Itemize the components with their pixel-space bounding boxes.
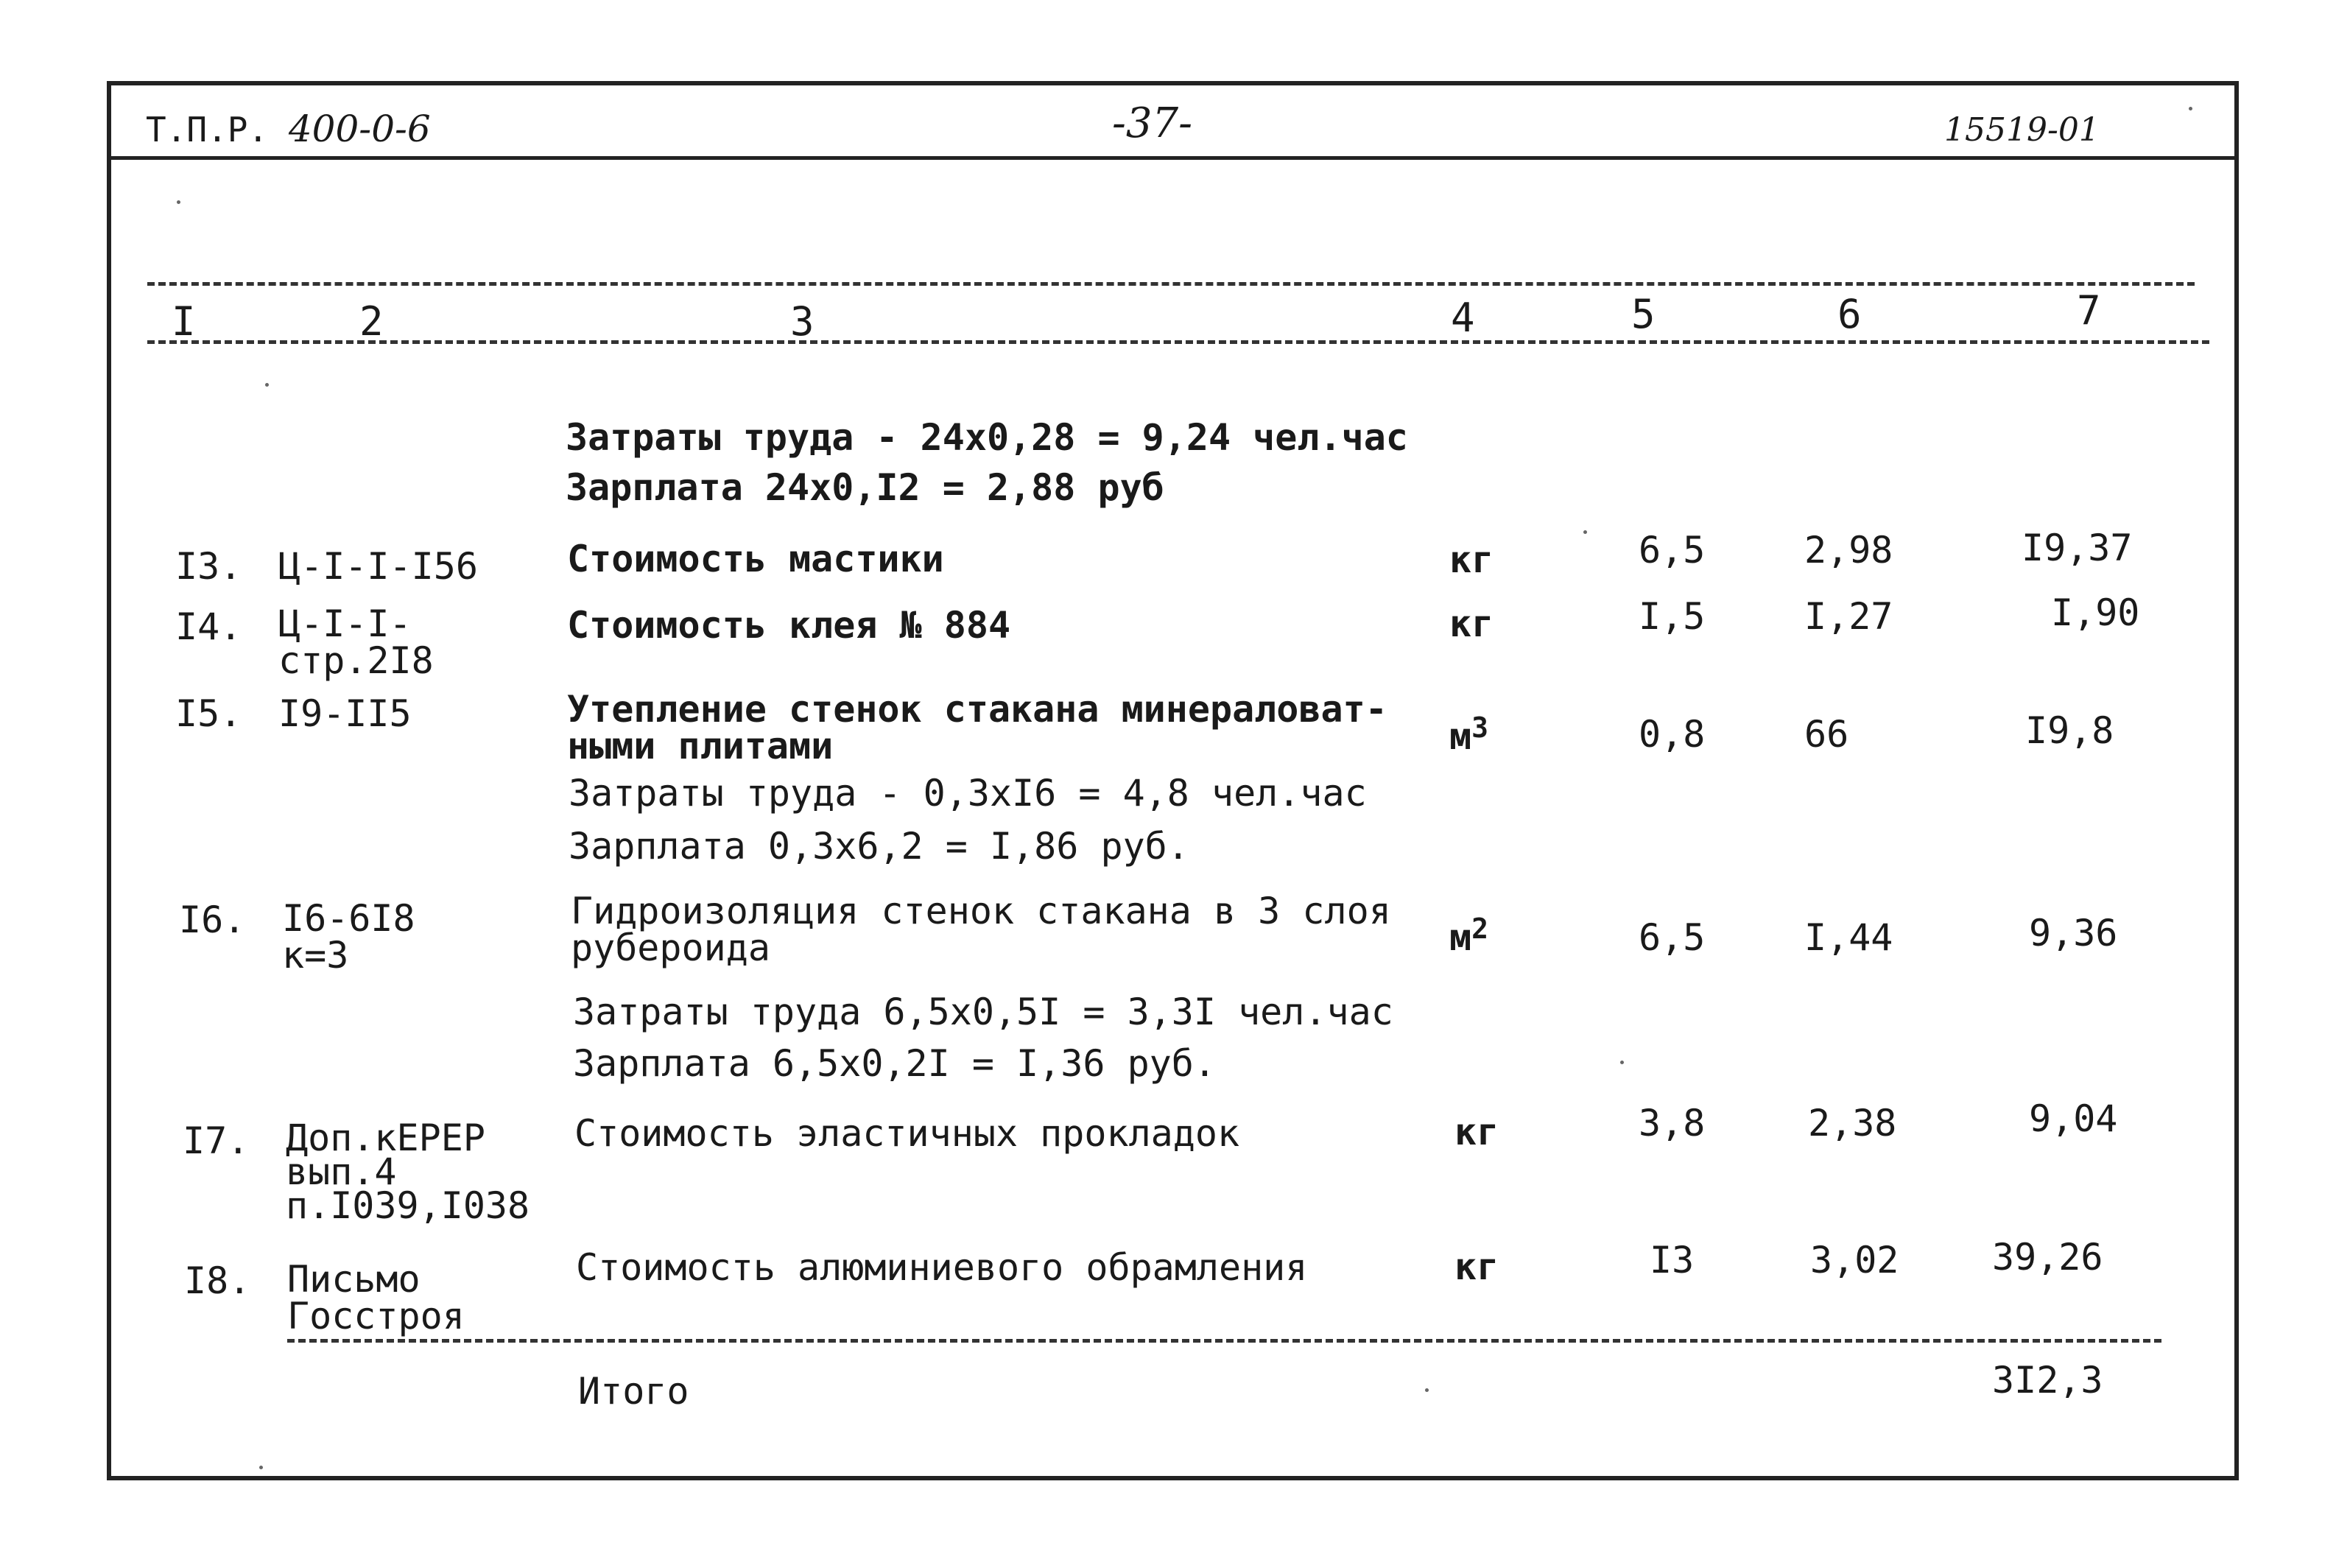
row-unit-base: м: [1449, 916, 1472, 959]
row-quantity: I3: [1650, 1239, 1695, 1282]
column-number-4: 4: [1451, 295, 1475, 341]
row-quantity: I,5: [1639, 595, 1706, 638]
row-unit-base: м: [1449, 715, 1472, 758]
row-price: I,44: [1804, 916, 1893, 959]
row-description-line: Утепление стенок стакана минераловат-: [567, 688, 1387, 731]
doc-number: 400-0-6: [288, 108, 431, 150]
row-description-line: ными плитами: [567, 725, 834, 767]
row-code-line: Доп.кЕРЕР: [286, 1117, 485, 1159]
doc-prefix: Т.П.Р.: [146, 110, 269, 150]
header-rule: [107, 156, 2239, 160]
row-description: Стоимость эластичных прокладок: [574, 1112, 1240, 1155]
row-code-line: I6-6I8: [282, 897, 415, 940]
row-description: [571, 890, 1391, 969]
scan-speck: [259, 1466, 263, 1469]
row-total: 39,26: [1992, 1236, 2103, 1279]
row-quantity: 0,8: [1639, 713, 1706, 756]
row-price: 2,38: [1808, 1102, 1897, 1145]
column-number-6: 6: [1837, 291, 1862, 337]
row-code-line: Госстроя: [287, 1295, 465, 1337]
row-code-line: Ц-I-I-: [278, 602, 412, 645]
scan-speck: [1620, 1061, 1624, 1064]
row-number: I7.: [183, 1119, 250, 1162]
row-total: 9,36: [2029, 912, 2118, 954]
column-number-1: I: [172, 298, 196, 345]
row-description: Стоимость мастики: [567, 538, 944, 580]
row-quantity: 6,5: [1639, 916, 1706, 959]
row-price: I,27: [1804, 595, 1893, 638]
row-code-line: стр.2I8: [278, 639, 434, 682]
row-unit-exponent: 3: [1471, 711, 1488, 744]
scan-speck: [1425, 1388, 1429, 1392]
row-total: I,90: [2051, 591, 2140, 634]
row-unit: кг: [1449, 538, 1494, 581]
row-code-line: к=3: [282, 934, 349, 977]
row-code-line: вып.4: [286, 1150, 397, 1193]
row-unit: [1449, 913, 1488, 959]
row-number: I6.: [179, 899, 246, 941]
row-unit-exponent: 2: [1471, 913, 1488, 945]
column-number-3: 3: [790, 298, 815, 345]
scan-speck: [2189, 107, 2192, 110]
total-value: 3I2,3: [1992, 1359, 2103, 1402]
row-unit: кг: [1454, 1245, 1499, 1288]
labour-cost-line: Затраты труда - 24x0,28 = 9,24 чел.час: [566, 416, 1408, 459]
inventory-number: 15519-01: [1944, 111, 2100, 149]
row-code: [286, 1117, 530, 1227]
row-total: I9,8: [2025, 709, 2114, 752]
row-code: [287, 1258, 465, 1337]
total-label: Итого: [578, 1370, 689, 1413]
column-number-5: 5: [1631, 291, 1656, 337]
row-unit: [1449, 711, 1488, 758]
row-code: I9-II5: [278, 692, 412, 735]
row-description: Стоимость алюминиевого обрамления: [576, 1246, 1308, 1289]
row-unit: кг: [1454, 1111, 1499, 1153]
row-unit: кг: [1449, 602, 1494, 645]
column-number-2: 2: [359, 298, 384, 345]
row-code-line: п.I039,I038: [286, 1184, 530, 1227]
row-number: I4.: [175, 605, 242, 648]
row-code: [278, 602, 434, 682]
row-description: [567, 688, 1387, 767]
row-description: Стоимость клея № 884: [567, 604, 1011, 647]
doc-stamp: [146, 108, 431, 150]
row-quantity: 6,5: [1639, 529, 1706, 572]
scan-speck: [1583, 530, 1587, 534]
column-header-top-rule: [147, 282, 2195, 286]
row-number: I5.: [175, 692, 242, 735]
total-rule: [287, 1339, 2161, 1343]
scan-speck: [177, 200, 180, 204]
row-total: 9,04: [2029, 1097, 2118, 1140]
row-number: I3.: [175, 545, 242, 588]
row-total: I9,37: [2022, 527, 2133, 569]
row-note: Затраты труда - 0,3xI6 = 4,8 чел.час: [569, 772, 1367, 815]
row-description-line: Гидроизоляция стенок стакана в 3 слоя: [571, 890, 1391, 932]
row-quantity: 3,8: [1639, 1102, 1706, 1145]
row-code-line: Письмо: [287, 1258, 421, 1301]
row-price: 2,98: [1804, 529, 1893, 572]
row-code: [282, 897, 415, 977]
row-note: Зарплата 6,5x0,2I = I,36 руб.: [573, 1042, 1216, 1085]
column-number-7: 7: [2077, 287, 2101, 334]
column-header-bottom-rule: [147, 340, 2209, 344]
row-price: 3,02: [1810, 1239, 1899, 1282]
row-note: Зарплата 0,3x6,2 = I,86 руб.: [569, 825, 1189, 868]
row-note: Затраты труда 6,5x0,5I = 3,3I чел.час: [573, 991, 1393, 1033]
scan-speck: [265, 383, 269, 387]
row-price: 66: [1804, 713, 1849, 756]
page-number: -37-: [1112, 99, 1193, 147]
wage-line: Зарплата 24x0,I2 = 2,88 руб: [566, 466, 1164, 509]
row-description-line: рубероида: [571, 927, 770, 969]
row-number: I8.: [184, 1259, 251, 1302]
row-code: Ц-I-I-I56: [278, 545, 478, 588]
